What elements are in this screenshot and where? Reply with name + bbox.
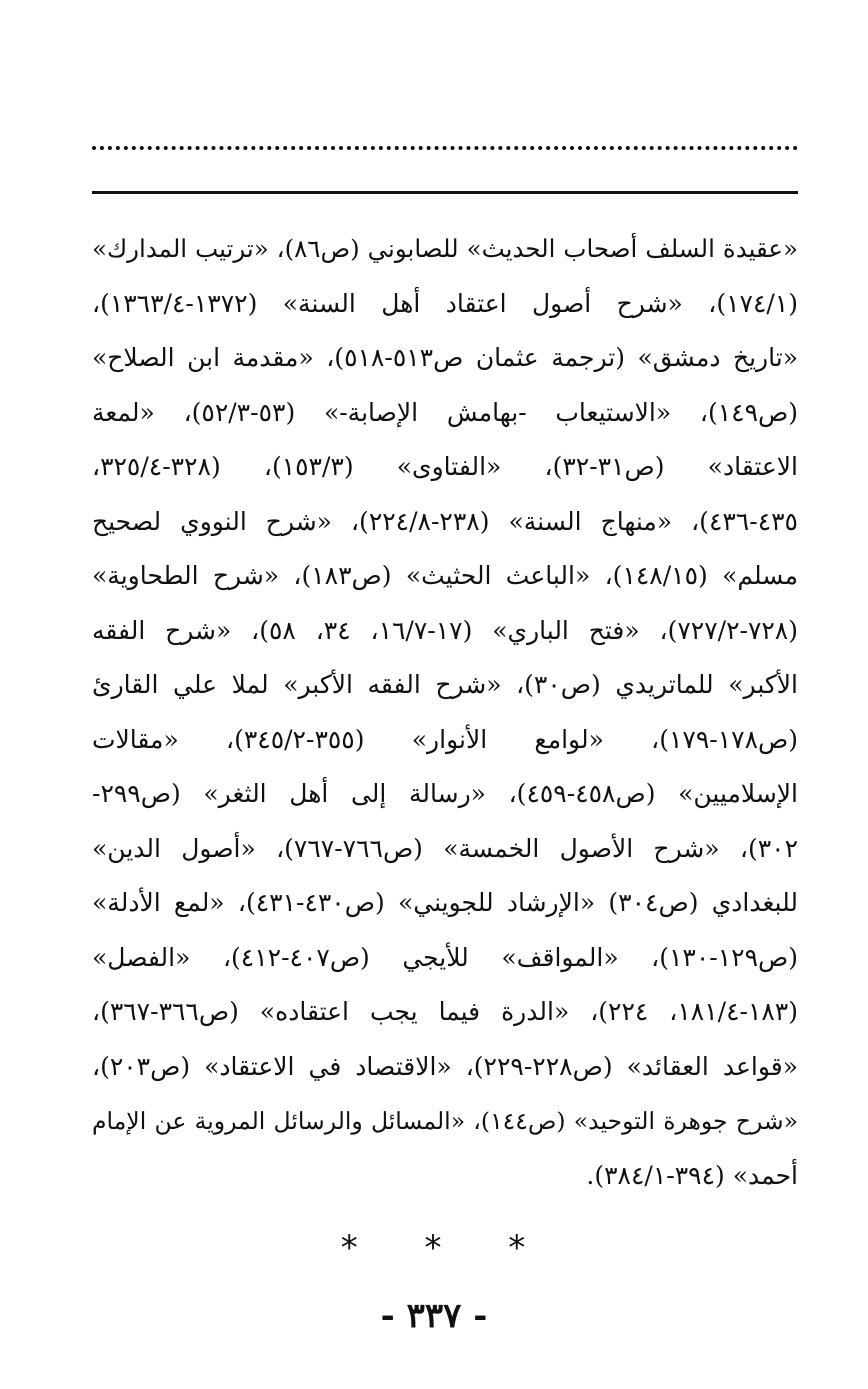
text-line: «قواعد العقائد» (ص٢٢٨-٢٢٩)، «الاقتصاد في الاعتقاد» (ص٢٠٣)، (92, 1051, 798, 1081)
text-line: (ص١٧٨-١٧٩)، «لوامع الأنوار» (٣٥٥-٣٤٥/٢)، «مقالات (92, 724, 798, 754)
text-line: (١٨٣-١٨١/٤، ٢٢٤)، «الدرة فيما يجب اعتقاده» (ص٣٦٦-٣٦٧)، (92, 997, 798, 1026)
footnote-separator-rule (92, 191, 798, 194)
footnote-text (92, 222, 798, 1203)
section-separator: * * * (340, 1228, 528, 1268)
text-line: «تاريخ دمشق» (ترجمة عثمان ص٥١٣-٥١٨)، «مقدمة ابن الصلاح» (92, 343, 798, 372)
text-line: (٧٢٨-٧٢٧/٢)، «فتح الباري» (١٧-١٦/٧، ٣٤، ٥٨)، «شرح الفقه (92, 615, 798, 645)
text-line: «عقيدة السلف أصحاب الحديث» للصابوني (ص٨٦)، «ترتيب المدارك» (92, 234, 798, 263)
footnote-dotted-rule (92, 146, 798, 150)
text-line: (ص١٢٩-١٣٠)، «المواقف» للأيجي (ص٤٠٧-٤١٢)، «الفصل» (92, 942, 798, 972)
page-number: - ٣٣٧ - (380, 1296, 488, 1336)
text-line: الاعتقاد» (ص٣١-٣٢)، «الفتاوى» (١٥٣/٣)، (٣٢٨-٣٢٥/٤، (92, 452, 798, 481)
text-line: «شرح جوهرة التوحيد» (ص١٤٤)، «المسائل والرسائل المروية عن الإمام (92, 1107, 798, 1135)
text-line: الإسلاميين» (ص٤٥٨-٤٥٩)، «رسالة إلى أهل الثغر» (ص٢٩٩- (92, 779, 798, 808)
text-line: ٤٣٥-٤٣٦)، «منهاج السنة» (٢٣٨-٢٢٤/٨)، «شرح النووي لصحيح (92, 506, 798, 536)
text-line: أحمد» (٣٩٤-٣٨٤/١). (586, 1160, 798, 1190)
text-line: (ص١٤٩)، «الاستيعاب -بهامش الإصابة-» (٥٣-٥٢/٣)، «لمعة (92, 397, 798, 427)
text-line: الأكبر» للماتريدي (ص٣٠)، «شرح الفقه الأكبر» لملا علي القارئ (92, 670, 798, 699)
text-line: للبغدادي (ص٣٠٤) «الإرشاد للجويني» (ص٤٣٠-٤٣١)، «لمع الأدلة» (92, 888, 798, 917)
text-line: مسلم» (١٤٨/١٥)، «الباعث الحثيث» (ص١٨٣)، «شرح الطحاوية» (92, 561, 798, 590)
text-line: (١٧٤/١)، «شرح أصول اعتقاد أهل السنة» (١٣٧٢-١٣٦٣/٤)، (92, 288, 798, 318)
text-line: ٣٠٢)، «شرح الأصول الخمسة» (ص٧٦٦-٧٦٧)، «أصول الدين» (92, 833, 798, 863)
